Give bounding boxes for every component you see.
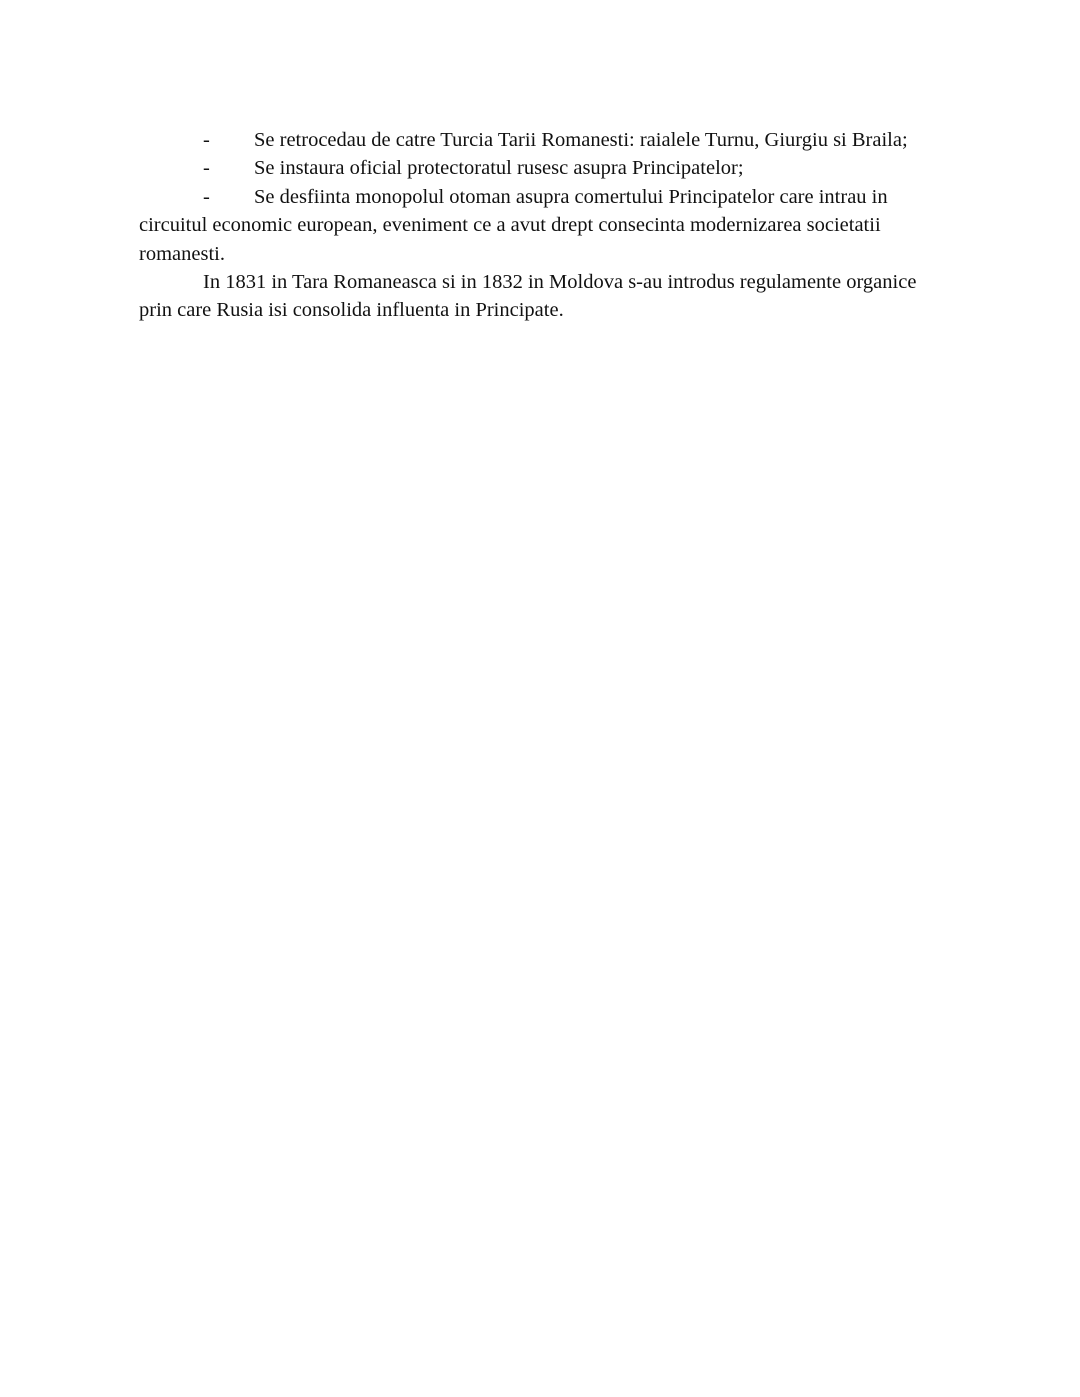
- bullet-marker: -: [203, 129, 210, 151]
- bullet-marker: -: [203, 157, 210, 180]
- document-body: [139, 126, 939, 325]
- list-item: [139, 183, 939, 268]
- bullet-marker: -: [203, 185, 210, 208]
- list-item-text: Se instaura oficial protectoratul rusesc asupra Principatelor;: [254, 157, 744, 180]
- list-item-text: Se retrocedau de catre Turcia Tarii Romanesti: raialele Turnu, Giurgiu si Braila;: [254, 129, 908, 151]
- list-item: [139, 126, 939, 154]
- list-item-text: Se desfiinta monopolul otoman asupra comertului Principatelor care intrau in circuitul economic european, eveniment ce a avut drept consecinta modernizarea societatii romanesti.: [139, 185, 888, 265]
- list-item: [139, 154, 939, 182]
- body-paragraph: In 1831 in Tara Romaneasca si in 1832 in Moldova s-au introdus regulamente organice prin care Rusia isi consolida influenta in Principate.: [139, 271, 917, 322]
